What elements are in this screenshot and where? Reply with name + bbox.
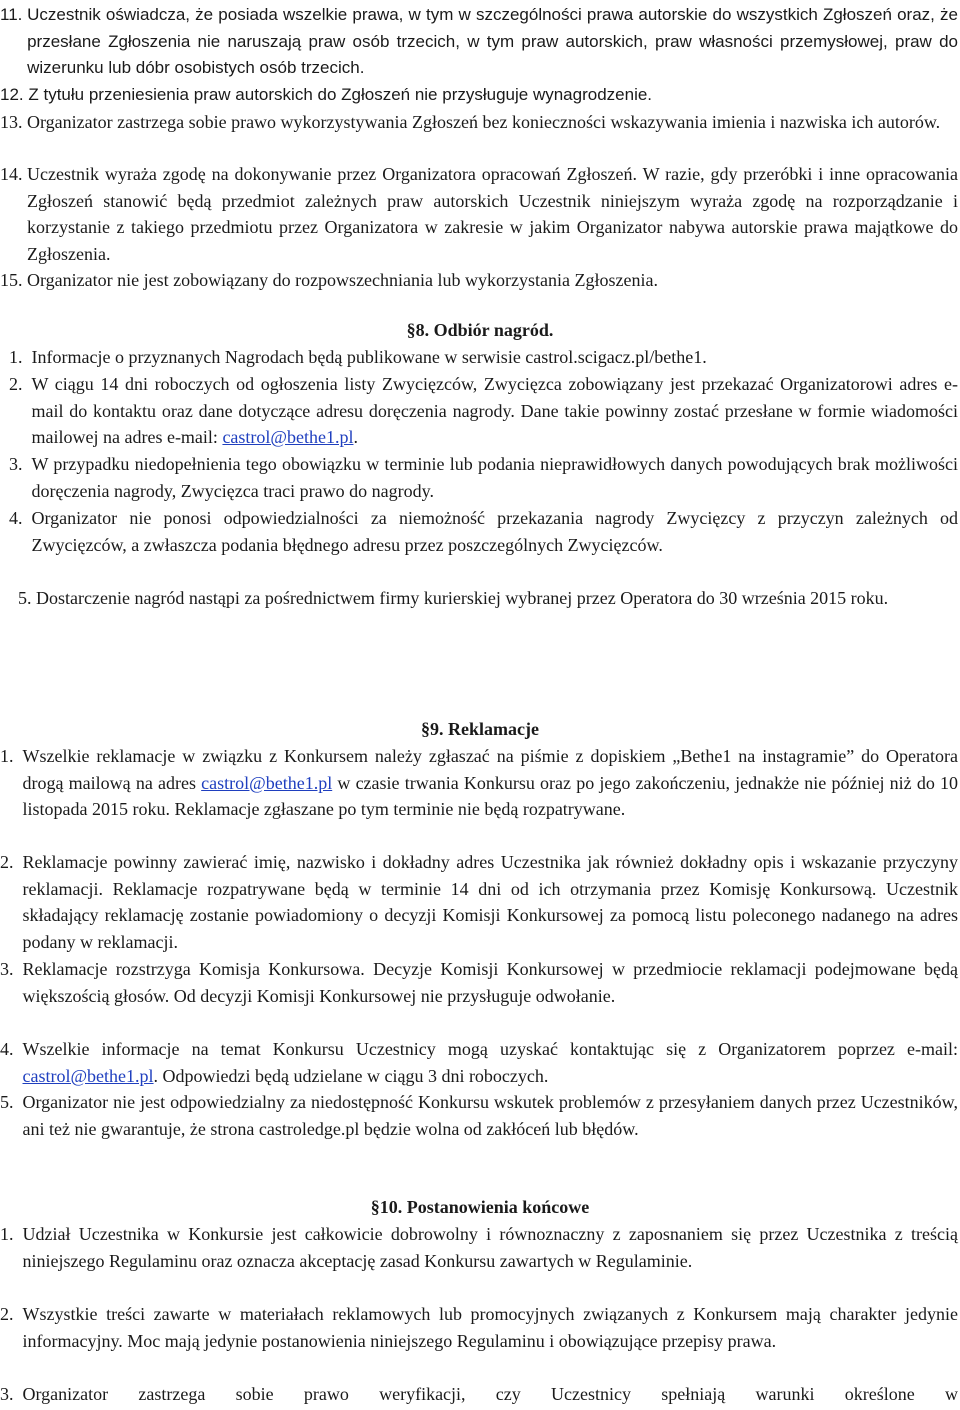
item-text: Dostarczenie nagród nastąpi za pośrednictwem firmy kurierskiej wybranej przez Operatora do 30 września 2015 roku. [36, 588, 889, 608]
item-text [23, 1036, 959, 1089]
list-item-8-1 [0, 344, 958, 371]
list-item-9-4 [0, 1036, 958, 1089]
item-text: Informacje o przyznanych Nagrodach będą publikowane w serwisie castrol.scigacz.pl/bethe1. [31, 347, 707, 367]
item-text-part: w czasie trwania Konkursu oraz po jego zakończeniu, jednakże nie później niż do 10 listopada 2015 roku. Reklamacje zgłaszane po tym terminie nie będą rozpatrywane. [22, 772, 958, 820]
list-item-8-4 [0, 505, 958, 558]
list-item-8-3 [0, 451, 958, 504]
item-text: Organizator zastrzega sobie prawo weryfikacji, czy Uczestnicy spełniają warunki określone w [22, 1384, 958, 1404]
item-number: 5. [0, 1092, 23, 1112]
item-text: Organizator nie ponosi odpowiedzialności za niemożność przekazania nagrody Zwycięzcy z przyczyn zależnych od Zwycięzców, a zwłaszcza podania błędnego adresu przez poszczególnych Zwycięzców. [31, 508, 958, 555]
item-number: 2. [0, 852, 23, 872]
list-item-9-5 [0, 1089, 958, 1142]
list-item-7-11 [0, 2, 958, 82]
item-number: 14. [0, 164, 27, 184]
item-text-part: Wszelkie informacje na temat Konkursu Uczestnicy mogą uzyskać kontaktując się z Organizatorem poprzez e-mail: [22, 1039, 958, 1059]
item-number: 4. [0, 1039, 23, 1059]
item-number: 1. [9, 347, 32, 367]
item-text-part: Wszelkie reklamacje w związku z Konkursem należy zgłaszać na piśmie z dopiskiem „Bethe1 na instagramie” do Operatora drogą mailową na adres [22, 746, 958, 793]
item-text: Wszystkie treści zawarte w materiałach reklamowych lub promocyjnych związanych z Konkursem mają charakter jedynie informacyjny. Moc mają jedynie postanowienia niniejszego Regulaminu i obowiązujące przepisy prawa. [22, 1304, 958, 1351]
item-text: Z tytułu przeniesienia praw autorskich do Zgłoszeń nie przysługuje wynagrodzenie. [28, 85, 653, 104]
list-item-10-2 [0, 1301, 958, 1354]
item-number: 4. [9, 508, 32, 528]
email-link[interactable]: castrol@bethe1.pl [222, 427, 354, 448]
item-number: 3. [0, 959, 23, 979]
item-number: 2. [9, 374, 32, 394]
item-text: Reklamacje rozstrzyga Komisja Konkursowa. Decyzje Komisji Konkursowej w przedmiocie reklamacji podejmowane będą większością głosów. Od decyzji Komisji Konkursowej nie przysługuje odwołanie. [22, 959, 958, 1006]
item-text: Organizator zastrzega sobie prawo wykorzystywania Zgłoszeń bez konieczności wskazywania imienia i nazwiska ich autorów. [27, 112, 941, 132]
item-text: Reklamacje powinny zawierać imię, nazwisko i dokładny adres Uczestnika jak również dokładny opis i wskazanie przyczyny reklamacji. Reklamacje rozpatrywane będą w terminie 14 dni od ich otrzymania przez Komisję Konkursową. Uczestnik składający reklamację zostanie powiadomiony o decyzji Komisji Konkursowej za pomocą listu poleconego nadanego na adres podany w reklamacji. [22, 852, 958, 952]
item-number: 3. [0, 1384, 23, 1404]
section-heading-10: §10. Postanowienia końcowe [370, 1197, 590, 1217]
item-text: Uczestnik oświadcza, że posiada wszelkie prawa, w tym w szczególności prawa autorskie do wszystkich Zgłoszeń oraz, że przesłane Zgłoszenia nie naruszają praw osób trzecich, w tym praw autorskich, praw własności przemysłowej, praw do wizerunku lub dóbr osobistych osób trzecich. [27, 5, 958, 78]
item-number: 12. [0, 85, 29, 104]
email-link[interactable]: castrol@bethe1.pl [201, 772, 333, 793]
item-number: 3. [9, 454, 32, 474]
item-text [32, 371, 959, 451]
item-text-part: . Odpowiedzi będą udzielane w ciągu 3 dni roboczych. [153, 1065, 549, 1086]
item-number: 15. [0, 270, 27, 290]
list-item-10-3 [0, 1381, 958, 1408]
item-text: Udział Uczestnika w Konkursie jest całkowicie dobrowolny i równoznaczny z zaposnaniem się przez Uczestnika z treścią niniejszego Regulaminu oraz oznacza akceptację zasad Konkursu zawartych w Regulaminie. [22, 1224, 958, 1271]
list-item-7-15 [0, 267, 958, 294]
section-heading-9: §9. Reklamacje [421, 719, 539, 739]
list-item-9-3 [0, 956, 958, 1009]
list-item-8-2 [0, 371, 958, 451]
list-item-10-1 [0, 1221, 958, 1274]
item-text: Organizator nie jest zobowiązany do rozpowszechniania lub wykorzystania Zgłoszenia. [27, 270, 658, 290]
item-text: W przypadku niedopełnienia tego obowiązku w terminie lub podania nieprawidłowych danych powodujących brak możliwości doręczenia nagrody, Zwycięzca traci prawo do nagrody. [31, 454, 958, 501]
item-text: Organizator nie jest odpowiedzialny za niedostępność Konkursu wskutek problemów z przesyłaniem danych przez Uczestników, ani też nie gwarantuje, że strona castroledge.pl będzie wolna od zakłóceń lub błędów. [22, 1092, 958, 1139]
list-item-7-14 [0, 161, 958, 267]
list-item-7-12 [0, 82, 958, 109]
item-number: 1. [0, 1224, 23, 1244]
list-item-7-13 [0, 109, 958, 136]
item-number: 5. [18, 588, 36, 608]
item-text [23, 743, 959, 823]
item-text: Uczestnik wyraża zgodę na dokonywanie przez Organizatora opracowań Zgłoszeń. W razie, gdy przeróbki i inne opracowania Zgłoszeń stanowić będą przedmiot zależnych praw autorskich Uczestnik niniejszym wyraża zgodę na rozporządzanie i korzystanie z takiego przedmiotu przez Organizatora w zakresie w jakim Organizator nabywa autorskie prawa majątkowe do Zgłoszenia. [27, 164, 958, 264]
list-item-9-1 [0, 743, 958, 823]
item-number: 11. [0, 5, 28, 24]
email-link[interactable]: castrol@bethe1.pl [22, 1065, 154, 1086]
item-text-part: W ciągu 14 dni roboczych od ogłoszenia listy Zwycięzców, Zwycięzca zobowiązany jest przekazać Organizatorowi adres e-mail do kontaktu oraz dane dotyczące adresu doręczenia nagrody. Dane takie powinny zostać przesłane w formie wiadomości mailowej na adres e-mail: [31, 374, 958, 448]
item-text-part: . [353, 427, 358, 448]
list-item-9-2 [0, 849, 958, 955]
item-number: 13. [0, 112, 27, 132]
item-number: 2. [0, 1304, 23, 1324]
item-number: 1. [0, 746, 23, 766]
list-item-8-5 [0, 585, 958, 612]
section-heading-8: §8. Odbiór nagród. [406, 320, 554, 340]
